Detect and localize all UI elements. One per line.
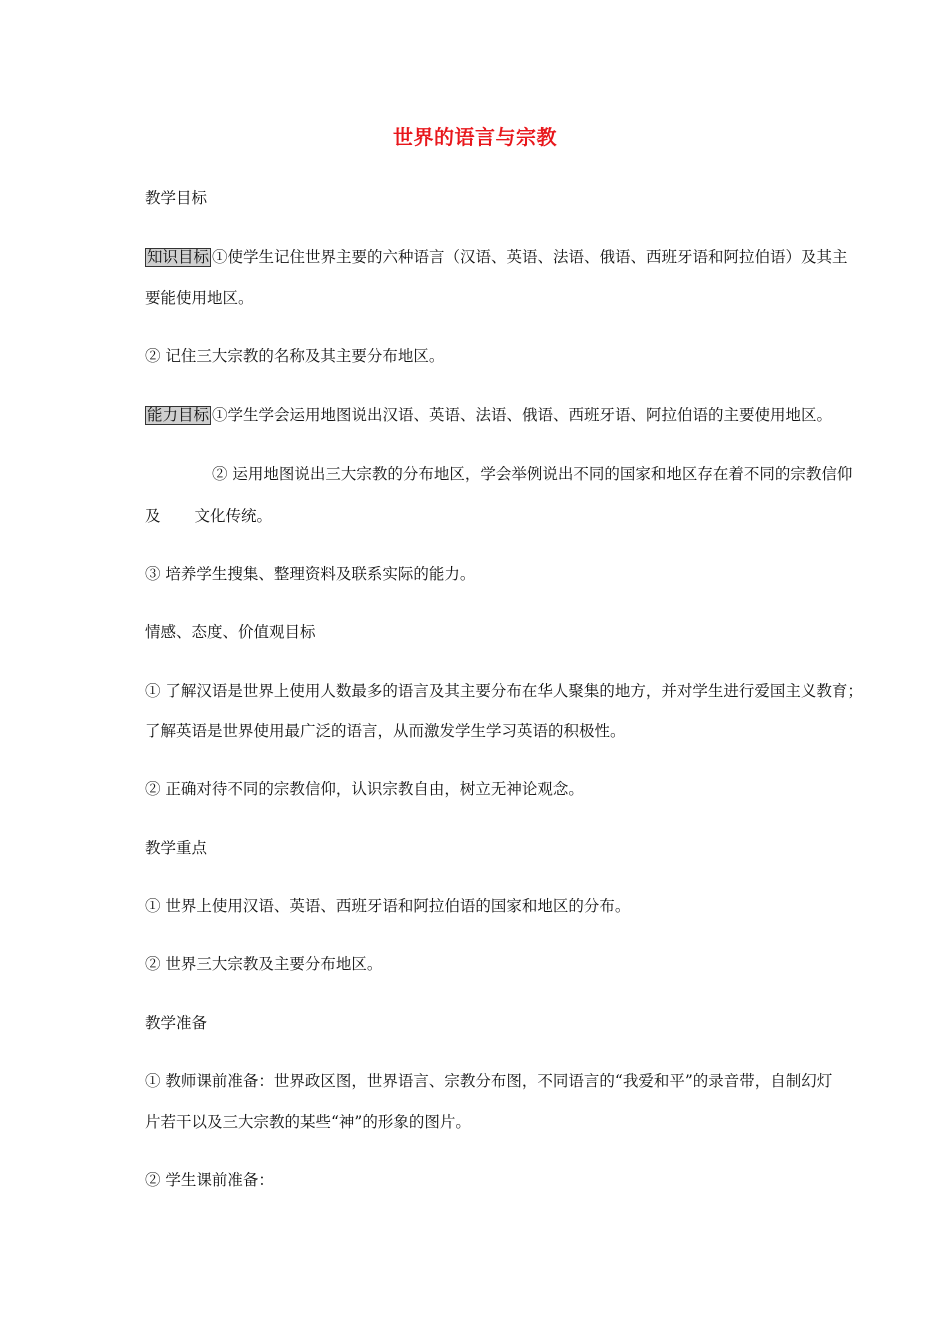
ability-goal-item-2-cont-b: 文化传统。 bbox=[194, 507, 273, 525]
emotion-goal-heading: 情感、态度、价值观目标 bbox=[145, 623, 316, 641]
emotion-goal-item-1: ① 了解汉语是世界上使用人数最多的语言及其主要分布在华人聚集的地方，并对学生进行爱国主义教育； bbox=[145, 682, 863, 700]
ability-goal-item-3: ③ 培养学生搜集、整理资料及联系实际的能力。 bbox=[145, 565, 476, 583]
knowledge-goal-item-1-cont: 要能使用地区。 bbox=[145, 289, 254, 307]
preparation-item-1-cont: 片若干以及三大宗教的某些“神”的形象的图片。 bbox=[145, 1113, 471, 1131]
knowledge-goal-tag: 知识目标 bbox=[147, 248, 210, 266]
key-points-item-2: ② 世界三大宗教及主要分布地区。 bbox=[145, 955, 383, 973]
preparation-item-2: ② 学生课前准备： bbox=[145, 1171, 274, 1189]
ability-goal-item-2: ② 运用地图说出三大宗教的分布地区，学会举例说出不同的国家和地区存在着不同的宗教信仰 bbox=[212, 465, 853, 483]
ability-goal-item-2-cont-a: 及 bbox=[145, 507, 161, 525]
knowledge-goal-item-2: ② 记住三大宗教的名称及其主要分布地区。 bbox=[145, 347, 445, 365]
preparation-heading: 教学准备 bbox=[145, 1014, 208, 1032]
preparation-item-1: ① 教师课前准备：世界政区图，世界语言、宗教分布图，不同语言的“我爱和平”的录音带，自制幻灯 bbox=[145, 1072, 833, 1090]
teaching-goals-heading: 教学目标 bbox=[145, 189, 208, 207]
key-points-item-1: ① 世界上使用汉语、英语、西班牙语和阿拉伯语的国家和地区的分布。 bbox=[145, 897, 631, 915]
knowledge-goal-text-1: ①使学生记住世界主要的六种语言（汉语、英语、法语、俄语、西班牙语和阿拉伯语）及其主 bbox=[212, 248, 848, 266]
emotion-goal-item-2: ② 正确对待不同的宗教信仰，认识宗教自由，树立无神论观念。 bbox=[145, 780, 584, 798]
ability-goal-item-1 bbox=[145, 405, 832, 425]
emotion-goal-item-1-cont: 了解英语是世界使用最广泛的语言，从而激发学生学习英语的积极性。 bbox=[145, 722, 626, 740]
document-title: 世界的语言与宗教 bbox=[393, 125, 557, 149]
ability-goal-item-2-cont bbox=[145, 506, 272, 526]
key-points-heading: 教学重点 bbox=[145, 839, 208, 857]
ability-goal-text-1: ①学生学会运用地图说出汉语、英语、法语、俄语、西班牙语、阿拉伯语的主要使用地区。 bbox=[212, 406, 833, 424]
knowledge-goal-item-1 bbox=[145, 247, 848, 267]
ability-goal-tag: 能力目标 bbox=[147, 406, 210, 424]
